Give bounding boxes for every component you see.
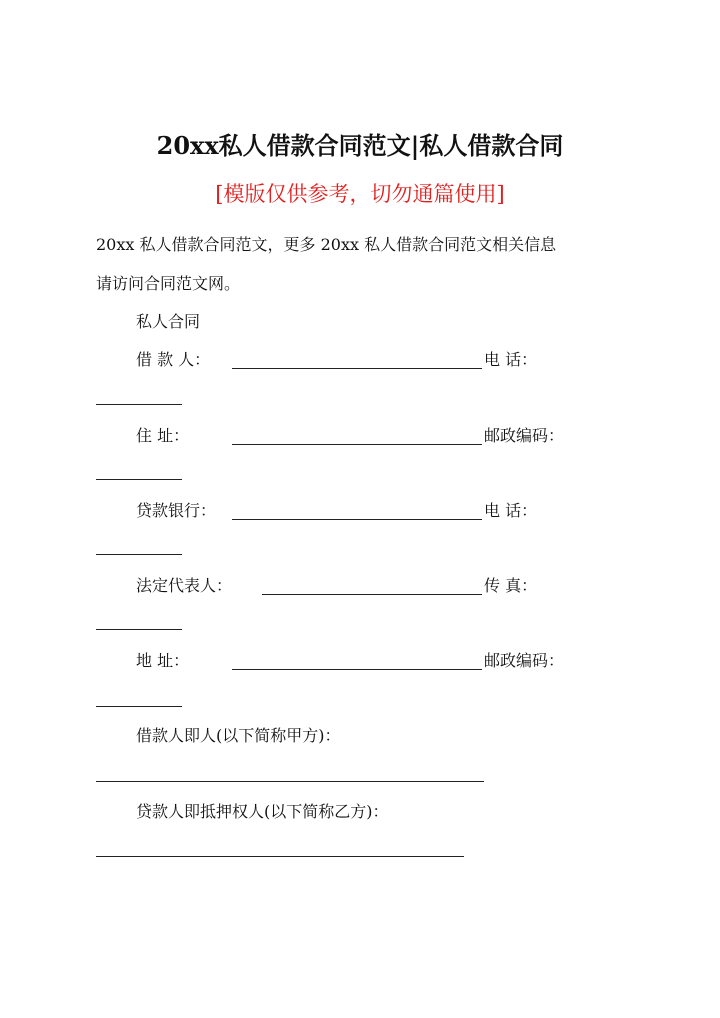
address-label: 住 址：	[136, 426, 190, 445]
borrower-phone-label: 电 话：	[484, 350, 538, 369]
document-title: 20xx私人借款合同范文|私人借款合同	[156, 131, 564, 160]
bank-postcode-label: 邮政编码：	[484, 651, 565, 670]
bank-postcode-blank[interactable]	[96, 706, 182, 707]
fax-blank[interactable]	[96, 629, 182, 630]
party-a-label: 借款人即人(以下简称甲方)：	[136, 726, 341, 745]
bank-label: 贷款银行：	[136, 501, 217, 520]
postcode-label: 邮政编码：	[484, 426, 565, 445]
party-a-blank[interactable]	[96, 781, 484, 782]
legal-rep-blank[interactable]	[262, 594, 482, 595]
fax-label: 传 真：	[484, 576, 538, 595]
party-b-label: 贷款人即抵押权人(以下简称乙方)：	[136, 802, 389, 821]
borrower-label: 借 款 人：	[136, 350, 211, 369]
address-blank[interactable]	[232, 444, 482, 445]
bank-address-label: 地 址：	[136, 651, 190, 670]
bank-phone-blank[interactable]	[96, 554, 182, 555]
bank-blank[interactable]	[232, 519, 482, 520]
section-title: 私人合同	[136, 312, 201, 331]
party-b-blank[interactable]	[96, 856, 464, 857]
borrower-phone-blank[interactable]	[96, 404, 182, 405]
borrower-blank[interactable]	[232, 368, 482, 369]
template-notice: [模版仅供参考，切勿通篇使用]	[215, 182, 505, 206]
bank-phone-label: 电 话：	[484, 501, 538, 520]
intro-line-2: 请访问合同范文网。	[96, 274, 241, 293]
postcode-blank[interactable]	[96, 479, 182, 480]
legal-rep-label: 法定代表人：	[136, 576, 233, 595]
intro-line-1: 20xx 私人借款合同范文，更多 20xx 私人借款合同范文相关信息	[96, 235, 557, 254]
bank-address-blank[interactable]	[232, 669, 482, 670]
